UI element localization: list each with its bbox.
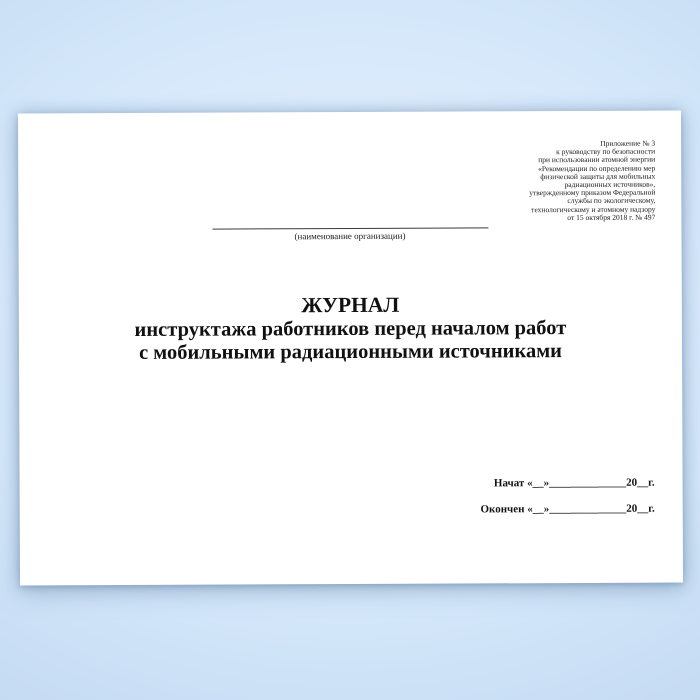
finished-date-line: Окончен «__»______________20__г. [480, 502, 655, 516]
appendix-line: технологическому и атомному надзору [531, 204, 656, 214]
appendix-line: утвержденному приказом Федеральной [529, 187, 656, 198]
started-date-line: Начат «__»______________20__г. [493, 476, 655, 490]
appendix-line: Приложение № 3 [600, 138, 656, 148]
journal-title [19, 292, 682, 366]
appendix-line: «Рекомендации по определению мер [538, 163, 656, 173]
journal-title-line: инструктажа работников перед началом работ [134, 317, 567, 341]
dates-block [480, 477, 654, 516]
appendix-line: от 15 октября 2018 г. № 497 [567, 212, 656, 222]
journal-title-word: ЖУРНАЛ [301, 292, 400, 318]
organization-block [18, 227, 681, 244]
organization-caption: (наименование организации) [294, 230, 406, 242]
appendix-reference [355, 140, 655, 223]
journal-cover-page [18, 111, 683, 586]
journal-title-line: с мобильными радиационными источниками [139, 340, 563, 364]
organization-name-line [212, 227, 488, 229]
appendix-line: службы по экологическому, [567, 196, 656, 206]
appendix-line: физической защиты для мобильных [540, 171, 656, 181]
appendix-line: при использовании атомной энергии [538, 155, 656, 165]
appendix-line: радиационных источников», [564, 179, 656, 190]
appendix-line: к руководству по безопасности [556, 146, 656, 157]
